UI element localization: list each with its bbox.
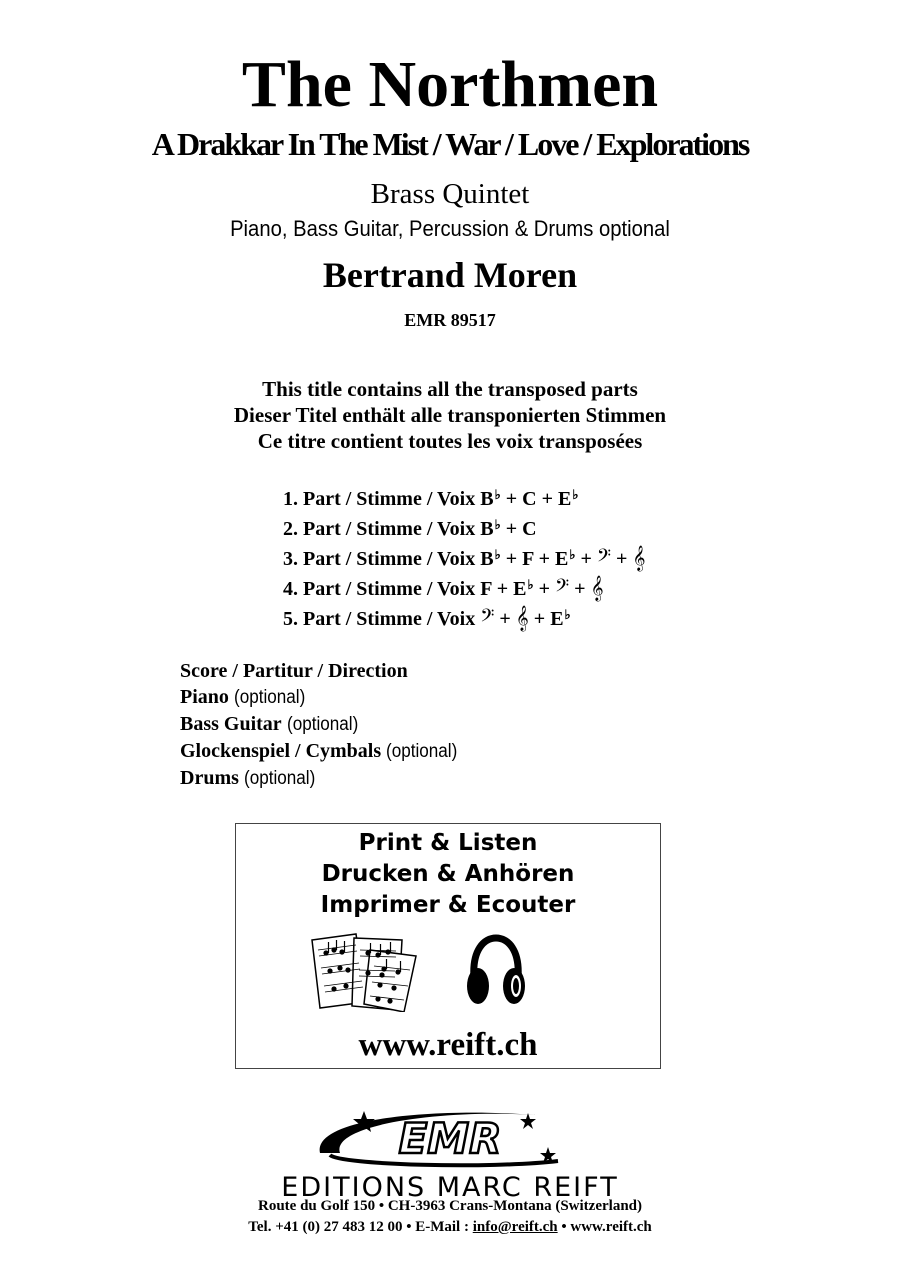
promo-line-english: Print & Listen <box>358 830 538 856</box>
emr-logo <box>300 1105 600 1173</box>
additional-part-line <box>180 684 465 711</box>
catalog-number: EMR 89517 <box>404 310 496 330</box>
key-label: F <box>480 578 492 600</box>
website-link[interactable]: www.reift.ch <box>358 1027 538 1063</box>
key-label: C <box>522 488 537 510</box>
part-label: 5. Part / Stimme / Voix <box>283 608 476 630</box>
part-name: Piano <box>180 686 229 708</box>
flat-icon: ♭ <box>494 517 501 532</box>
flat-icon: ♭ <box>569 547 576 562</box>
additional-part-line <box>180 711 465 738</box>
flat-icon: ♭ <box>494 547 501 562</box>
optional-note: (optional) <box>233 687 306 708</box>
key-label: F <box>522 548 534 570</box>
additional-parts-list <box>180 658 465 792</box>
part-line: 1. Part / Stimme / Voix B♭ + C + E♭ <box>283 487 579 510</box>
key-label: E <box>550 608 564 630</box>
parts-list <box>283 480 645 630</box>
part-line: 5. Part / Stimme / Voix 𝄢 + 𝄞 + E♭ <box>283 606 571 631</box>
print-listen-box <box>235 823 661 1069</box>
treble-clef-icon: 𝄞 <box>590 576 604 601</box>
treble-clef-icon: 𝄞 <box>515 606 529 631</box>
part-line: 2. Part / Stimme / Voix B♭ + C <box>283 517 537 540</box>
headphones-icon <box>464 932 528 1012</box>
additional-part-line <box>180 765 465 792</box>
contact-phone: Tel. +41 (0) 27 483 12 00 • E-Mail : <box>248 1219 469 1235</box>
key-label: E <box>555 548 569 570</box>
optional-instruments: Piano, Bass Guitar, Percussion & Drums optional <box>230 216 670 241</box>
part-label: 4. Part / Stimme / Voix <box>283 578 476 600</box>
key-label: E <box>557 488 572 510</box>
ensemble-label: Brass Quintet <box>370 178 530 210</box>
composer-name: Bertrand Moren <box>322 255 578 295</box>
bass-clef-icon: 𝄢 <box>555 576 570 601</box>
additional-part-line <box>180 658 465 684</box>
notice-french: Ce titre contient toutes les voix transposées <box>257 429 643 453</box>
publisher-address: Route du Golf 150 • CH-3963 Crans-Montana (Switzerland) <box>258 1198 642 1214</box>
notice-english: This title contains all the transposed parts <box>262 377 638 401</box>
treble-clef-icon: 𝄞 <box>632 546 646 571</box>
additional-part-line <box>180 738 465 765</box>
part-line: 4. Part / Stimme / Voix F + E♭ + 𝄢 + 𝄞 <box>283 576 604 601</box>
key-label: B <box>480 518 494 540</box>
bass-clef-icon: 𝄢 <box>596 546 612 571</box>
key-label: E <box>513 578 527 600</box>
key-label: B <box>480 488 494 510</box>
publisher-name: EDITIONS MARC REIFT <box>281 1172 619 1203</box>
optional-note: (optional) <box>243 768 316 789</box>
contact-website: • www.reift.ch <box>561 1219 652 1235</box>
transposition-notice <box>0 376 900 454</box>
logo-text: EMR <box>398 1114 502 1163</box>
part-line: 3. Part / Stimme / Voix B♭ + F + E♭ + 𝄢 + 𝄞 <box>283 546 646 571</box>
flat-icon: ♭ <box>564 607 571 622</box>
part-name: Drums <box>180 767 239 789</box>
part-label: 1. Part / Stimme / Voix <box>283 488 476 510</box>
key-label: C <box>522 518 537 540</box>
part-label: 3. Part / Stimme / Voix <box>283 548 476 570</box>
publisher-contact <box>0 1220 900 1235</box>
email-link[interactable]: info@reift.ch <box>472 1219 558 1235</box>
key-label: B <box>480 548 494 570</box>
part-name: Score / Partitur / Direction <box>180 660 408 682</box>
bass-clef-icon: 𝄢 <box>480 606 495 631</box>
page-title: The Northmen <box>241 48 659 121</box>
optional-note: (optional) <box>286 714 358 735</box>
flat-icon: ♭ <box>527 577 534 592</box>
notice-german: Dieser Titel enthält alle transponierten Stimmen <box>233 403 667 427</box>
flat-icon: ♭ <box>572 487 579 502</box>
part-name: Glockenspiel / Cymbals <box>180 740 382 762</box>
sheet-music-icon <box>308 932 422 1012</box>
movement-titles: A Drakkar In The Mist / War / Love / Explorations <box>151 126 749 162</box>
part-label: 2. Part / Stimme / Voix <box>283 518 476 540</box>
part-name: Bass Guitar <box>180 713 282 735</box>
promo-line-french: Imprimer & Ecouter <box>320 892 576 918</box>
flat-icon: ♭ <box>494 487 501 502</box>
optional-note: (optional) <box>386 741 458 762</box>
promo-line-german: Drucken & Anhören <box>321 861 575 887</box>
